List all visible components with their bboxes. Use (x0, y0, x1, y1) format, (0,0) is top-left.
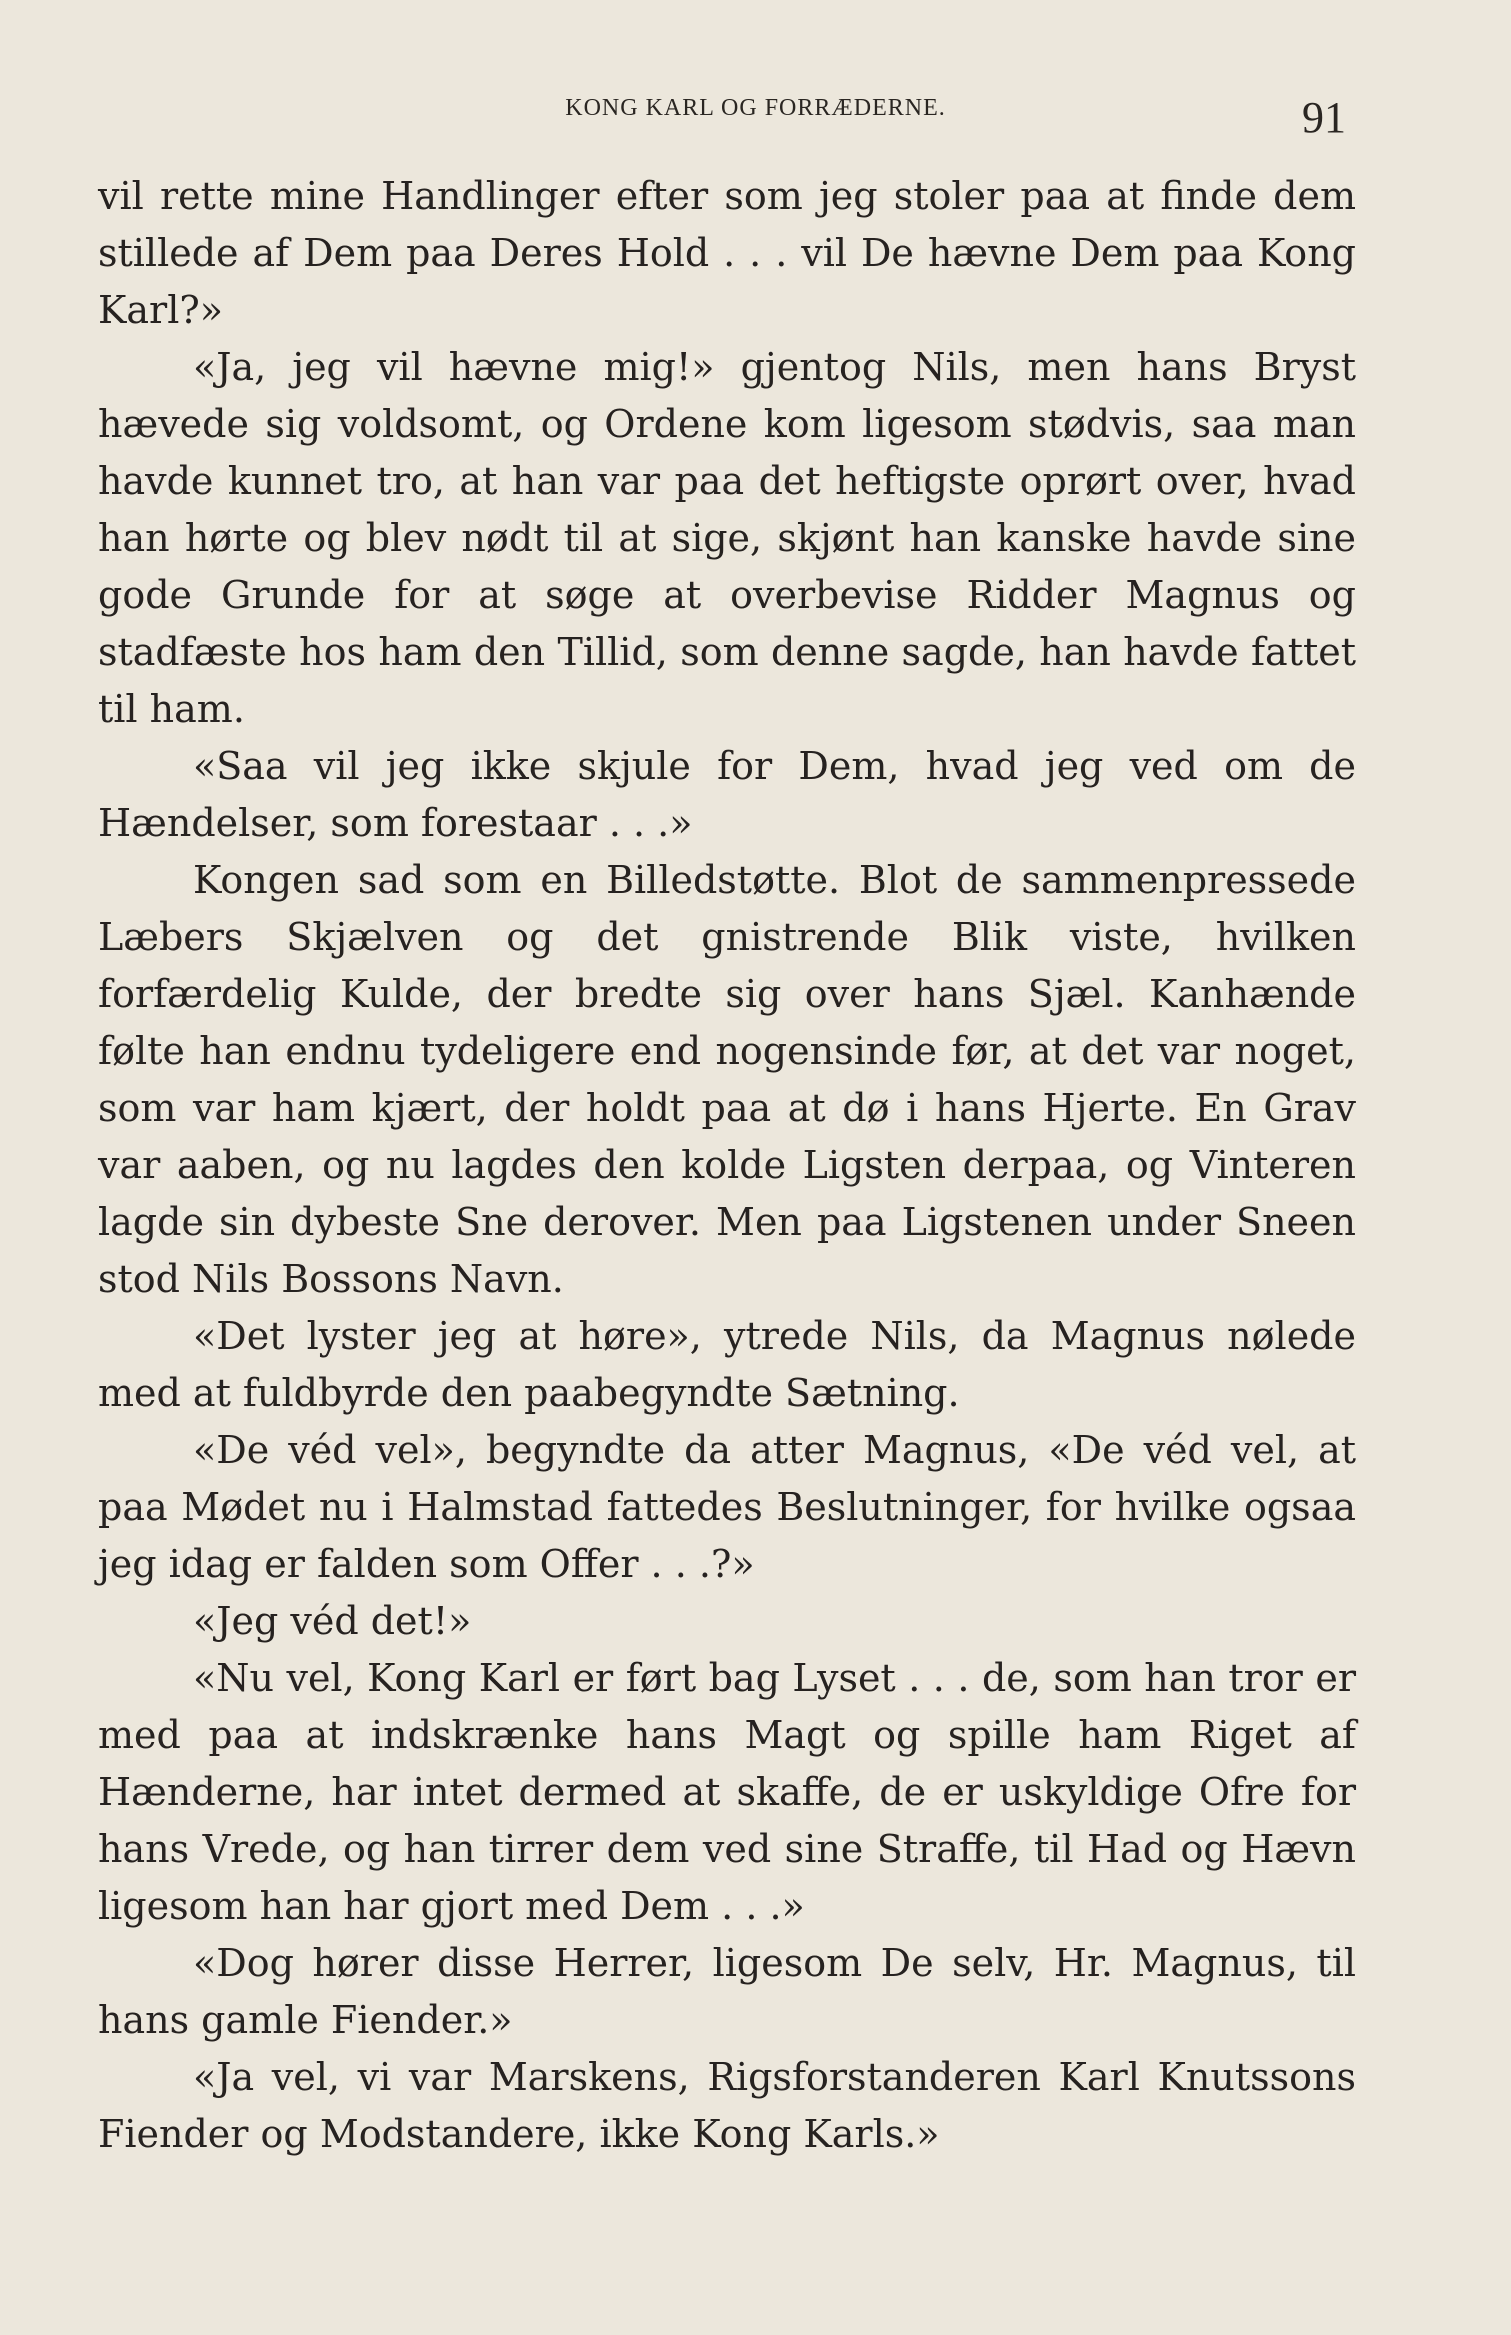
paragraph: «Nu vel, Kong Karl er ført bag Lyset . . . de, som han tror er med paa at indskrænke hans Magt og spille ham Riget af Hænderne, har intet dermed at skaffe, de er uskyldige Ofre for hans Vrede, og han tirrer dem ved sine Straffe, til Had og Hævn ligesom han har gjort med Dem . . .» (98, 1656, 1356, 1928)
paragraph: «De véd vel», begyndte da atter Magnus, «De véd vel, at paa Mødet nu i Halmstad fattedes Beslutninger, for hvilke ogsaa jeg idag er falden som Offer . . .?» (98, 1428, 1356, 1586)
body-text (98, 168, 1356, 2163)
paragraph: Kongen sad som en Billedstøtte. Blot de sammenpressede Læbers Skjælven og det gnistrende Blik viste, hvilken forfærdelig Kulde, der bredte sig over hans Sjæl. Kanhænde følte han endnu tydeligere end nogensinde før, at det var noget, som var ham kjært, der holdt paa at dø i hans Hjerte. En Grav var aaben, og nu lagdes den kolde Ligsten derpaa, og Vinteren lagde sin dybeste Sne derover. Men paa Ligstenen under Sneen stod Nils Bossons Navn. (98, 858, 1356, 1301)
running-title: KONG KARL OG FORRÆDERNE. (565, 95, 946, 121)
paragraph: vil rette mine Handlinger efter som jeg stoler paa at finde dem stillede af Dem paa Deres Hold . . . vil De hævne Dem paa Kong Karl?» (98, 174, 1356, 332)
paragraph: «Ja vel, vi var Marskens, Rigsforstanderen Karl Knutssons Fiender og Modstandere, ikke Kong Karls.» (98, 2055, 1356, 2156)
paragraph: «Dog hører disse Herrer, ligesom De selv, Hr. Magnus, til hans gamle Fiender.» (98, 1941, 1356, 2042)
paragraph: «Ja, jeg vil hævne mig!» gjentog Nils, men hans Bryst hævede sig voldsomt, og Ordene kom ligesom stødvis, saa man havde kunnet tro, at han var paa det heftigste oprørt over, hvad han hørte og blev nødt til at sige, skjønt han kanske havde sine gode Grunde for at søge at overbevise Ridder Magnus og stadfæste hos ham den Tillid, som denne sagde, han havde fattet til ham. (98, 345, 1356, 731)
paragraph: «Det lyster jeg at høre», ytrede Nils, da Magnus nølede med at fuldbyrde den paabegyndte Sætning. (98, 1314, 1356, 1415)
paragraph: «Jeg véd det!» (193, 1599, 472, 1643)
page-number: 91 (1302, 93, 1346, 142)
paragraph: «Saa vil jeg ikke skjule for Dem, hvad jeg ved om de Hændelser, som forestaar . . .» (98, 744, 1356, 845)
